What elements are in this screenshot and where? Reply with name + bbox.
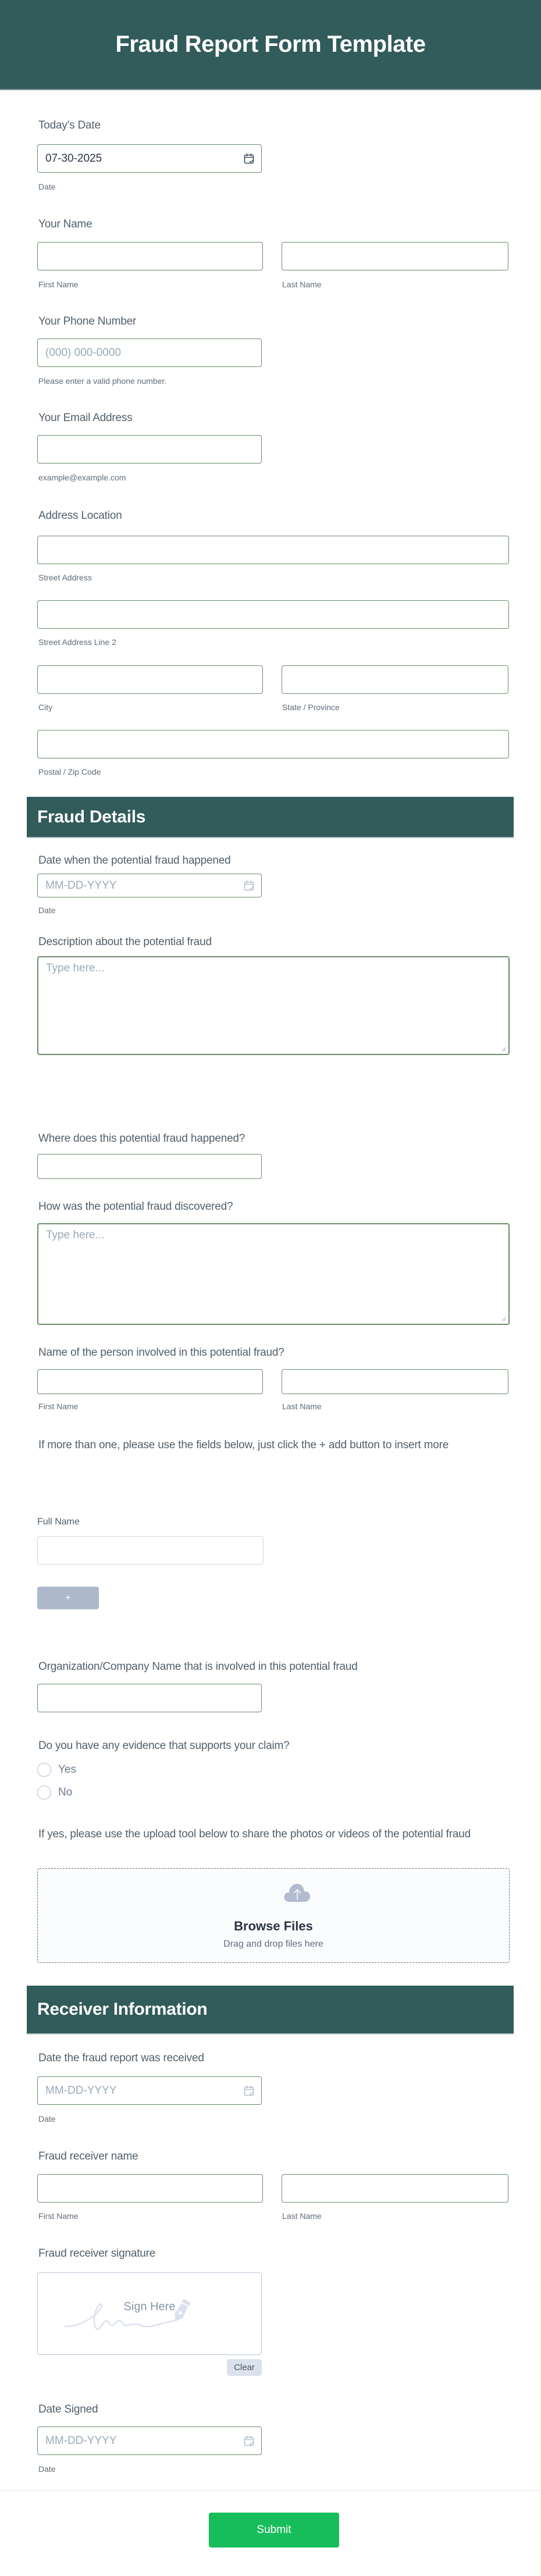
organization-input[interactable] [37,1684,262,1712]
todays-date-label: Today's Date [38,119,101,131]
todays-date-value: 07-30-2025 [45,152,102,165]
phone-sublabel: Please enter a valid phone number. [38,376,167,386]
where-label: Where does this potential fraud happened? [38,1132,245,1145]
fraud-date-placeholder: MM-DD-YYYY [45,879,117,892]
receiver-first-name-sublabel: First Name [38,2211,79,2221]
date-signed-label: Date Signed [38,2403,98,2415]
street-address-2-input[interactable] [37,600,509,629]
zip-sublabel: Postal / Zip Code [38,767,101,776]
street-address-2-sublabel: Street Address Line 2 [38,637,116,647]
city-input[interactable] [37,665,263,694]
footer-divider [0,2490,541,2491]
receiver-information-title: Receiver Information [37,2000,208,2019]
more-persons-label: If more than one, please use the fields below, just click the + add button to insert more [38,1439,449,1451]
evidence-option-yes[interactable] [37,1763,76,1777]
radio-circle[interactable] [37,1763,51,1777]
fraud-details-title: Fraud Details [37,807,146,826]
state-sublabel: State / Province [282,703,340,712]
signature-pad[interactable] [37,2272,262,2355]
fraud-date-label: Date when the potential fraud happened [38,854,231,867]
description-label: Description about the potential fraud [38,936,212,948]
email-input[interactable] [37,435,262,464]
add-person-button[interactable]: + [37,1587,99,1609]
receiver-name-label: Fraud receiver name [38,2150,138,2162]
receiver-last-name-sublabel: Last Name [282,2211,322,2221]
your-name-label: Your Name [38,218,92,230]
organization-label: Organization/Company Name that is involved in this potential fraud [38,1661,358,1673]
todays-date-input[interactable] [37,144,262,173]
fraud-date-sublabel: Date [38,906,56,915]
how-discovered-placeholder: Type here... [46,1229,105,1241]
first-name-input[interactable] [37,242,263,270]
cloud-upload-icon [283,1882,312,1903]
full-name-label: Full Name [37,1517,80,1527]
phone-input[interactable] [37,339,262,367]
evidence-label: Do you have any evidence that supports your claim? [38,1740,290,1752]
person-last-name-input[interactable] [282,1369,508,1394]
file-upload-dropzone[interactable] [37,1868,510,1963]
city-sublabel: City [38,703,53,712]
address-label: Address Location [38,510,122,522]
received-date-input[interactable] [37,2076,262,2105]
drag-drop-hint: Drag and drop files here [223,1939,323,1949]
received-date-sublabel: Date [38,2114,56,2123]
browse-files-button[interactable]: Browse Files [234,1919,313,1933]
person-first-name-input[interactable] [37,1369,263,1394]
phone-label: Your Phone Number [38,315,137,327]
description-placeholder: Type here... [46,962,105,974]
street-address-sublabel: Street Address [38,573,92,582]
where-input[interactable] [37,1154,262,1179]
full-name-input[interactable] [37,1536,264,1565]
how-discovered-textarea[interactable] [37,1223,510,1325]
form-title: Fraud Report Form Template [115,31,426,57]
person-last-name-sublabel: Last Name [282,1402,322,1411]
email-label: Your Email Address [38,412,133,424]
resize-handle-icon[interactable] [501,1317,506,1321]
how-discovered-label: How was the potential fraud discovered? [38,1200,233,1213]
calendar-icon[interactable] [244,153,254,165]
email-sublabel: example@example.com [38,473,126,482]
radio-circle[interactable] [37,1786,51,1800]
received-date-label: Date the fraud report was received [38,2052,204,2064]
person-involved-label: Name of the person involved in this potential fraud? [38,1346,284,1359]
phone-placeholder: (000) 000-0000 [45,347,121,359]
description-textarea[interactable] [37,956,510,1055]
receiver-first-name-input[interactable] [37,2174,263,2203]
submit-button[interactable]: Submit [209,2513,339,2548]
date-signed-input[interactable] [37,2427,262,2455]
resize-handle-icon[interactable] [501,1047,506,1052]
receiver-last-name-input[interactable] [282,2174,508,2203]
evidence-option-no[interactable] [37,1786,72,1800]
form-header [0,0,541,90]
first-name-sublabel: First Name [38,280,79,289]
evidence-option-yes-label: Yes [58,1763,76,1776]
person-first-name-sublabel: First Name [38,1402,79,1411]
zip-input[interactable] [37,730,509,758]
calendar-icon[interactable] [244,2435,254,2447]
state-input[interactable] [282,665,508,694]
last-name-sublabel: Last Name [282,280,322,289]
street-address-input[interactable] [37,536,509,564]
calendar-icon[interactable] [244,880,254,892]
calendar-icon[interactable] [244,2085,254,2097]
fraud-date-input[interactable] [37,874,262,897]
received-date-placeholder: MM-DD-YYYY [45,2085,117,2097]
todays-date-sublabel: Date [38,182,56,191]
date-signed-placeholder: MM-DD-YYYY [45,2435,117,2447]
section-header-receiver-information [27,1986,514,2035]
date-signed-sublabel: Date [38,2464,56,2474]
last-name-input[interactable] [282,242,508,270]
sign-here-placeholder: Sign Here [123,2300,176,2313]
clear-signature-button[interactable]: Clear [227,2359,262,2376]
evidence-option-no-label: No [58,1786,73,1798]
signature-label: Fraud receiver signature [38,2247,156,2260]
upload-label: If yes, please use the upload tool below to share the photos or videos of the potential fraud [38,1828,471,1840]
section-header-fraud-details [27,797,514,838]
